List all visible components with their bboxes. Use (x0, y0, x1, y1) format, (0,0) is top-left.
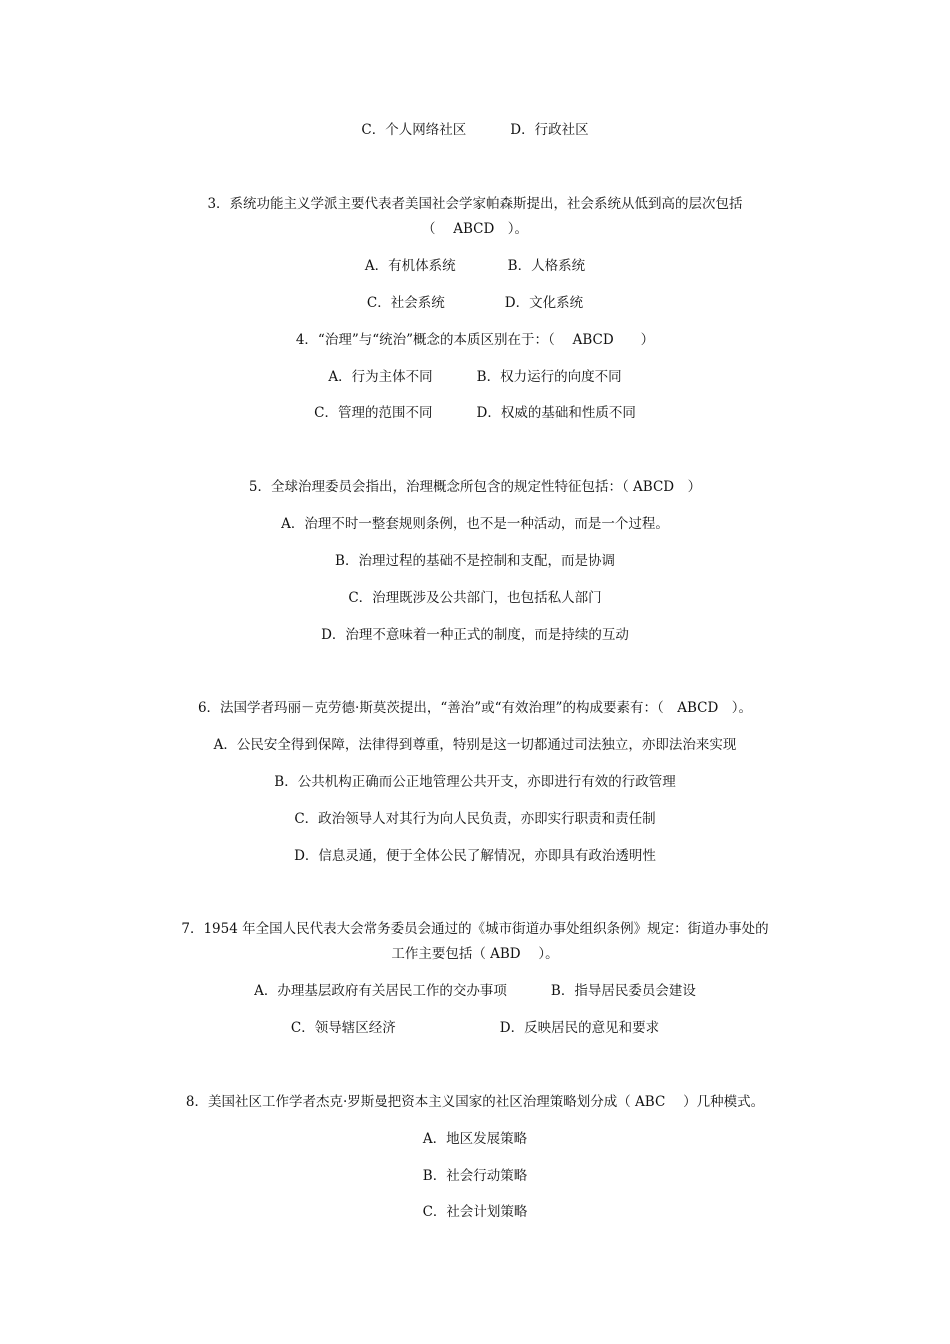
q5-option-b: B．治理过程的基础不是控制和支配，而是协调 (335, 553, 615, 569)
q7-option-b: B．指导居民委员会建设 (550, 983, 696, 999)
q2-option-c: C．个人网络社区 (361, 122, 467, 138)
q2-option-d: D．行政社区 (510, 122, 589, 138)
q5-option-a: A．治理不时一整套规则条例，也不是一种活动，而是一个过程。 (281, 516, 669, 532)
q7-stem-continued: 工作主要包括（ ABD ）。 (391, 946, 559, 962)
q6-stem: 6．法国学者玛丽－克劳德·斯莫茨提出，“善治”或“有效治理”的构成要素有：（ ABCD ）。 (197, 700, 753, 716)
q3-options-cd (0, 294, 950, 312)
q2-options-cd (0, 121, 950, 139)
q6-option-a: A．公民安全得到保障，法律得到尊重，特别是这一切都通过司法独立，亦即法治来实现 (213, 737, 737, 753)
q3-answer: （ ABCD ）。 (421, 221, 529, 237)
q7-options-ab (0, 982, 950, 1000)
q7-option-d: D．反映居民的意见和要求 (499, 1020, 660, 1036)
q4-option-b: B．权力运行的向度不同 (476, 369, 622, 385)
q4-stem: 4．“治理”与“统治”概念的本质区别在于：（ ABCD ） (295, 332, 655, 348)
q6-option-c: C．政治领导人对其行为向人民负责，亦即实行职责和责任制 (294, 811, 656, 827)
q4-option-d: D．权威的基础和性质不同 (476, 405, 636, 421)
q4-option-c: C．管理的范围不同 (314, 405, 433, 421)
q3-option-c: C．社会系统 (366, 295, 445, 311)
q5-option-d: D．治理不意味着一种正式的制度，而是持续的互动 (321, 627, 629, 643)
q4-options-cd (0, 404, 950, 422)
q8-option-b: B．社会行动策略 (422, 1168, 528, 1184)
q7-options-cd (0, 1019, 950, 1037)
q5-option-c: C．治理既涉及公共部门，也包括私人部门 (348, 590, 602, 606)
q5-stem: 5．全球治理委员会指出，治理概念所包含的规定性特征包括：（ ABCD ） (248, 479, 702, 495)
q7-option-a: A．办理基层政府有关居民工作的交办事项 (254, 983, 507, 999)
q7-stem: 7．1954 年全国人民代表大会常务委员会通过的《城市街道办事处组织条例》规定：街道办事处的 (181, 921, 769, 937)
q8-option-a: A．地区发展策略 (422, 1131, 528, 1147)
q3-option-a: A．有机体系统 (364, 258, 456, 274)
q3-stem: 3．系统功能主义学派主要代表者美国社会学家帕森斯提出，社会系统从低到高的层次包括 (207, 196, 743, 212)
q8-option-c: C．社会计划策略 (422, 1204, 528, 1220)
q6-option-b: B．公共机构正确而公正地管理公共开支，亦即进行有效的行政管理 (274, 774, 676, 790)
q6-option-d: D．信息灵通，便于全体公民了解情况，亦即具有政治透明性 (294, 848, 656, 864)
q3-options-ab (0, 257, 950, 275)
q8-stem: 8．美国社区工作学者杰克·罗斯曼把资本主义国家的社区治理策略划分成（ ABC ）几种模式。 (185, 1094, 765, 1110)
q3-option-d: D．文化系统 (504, 295, 584, 311)
q7-option-c: C．领导辖区经济 (290, 1020, 396, 1036)
q4-option-a: A．行为主体不同 (328, 369, 433, 385)
q4-options-ab (0, 368, 950, 386)
q3-option-b: B．人格系统 (507, 258, 586, 274)
